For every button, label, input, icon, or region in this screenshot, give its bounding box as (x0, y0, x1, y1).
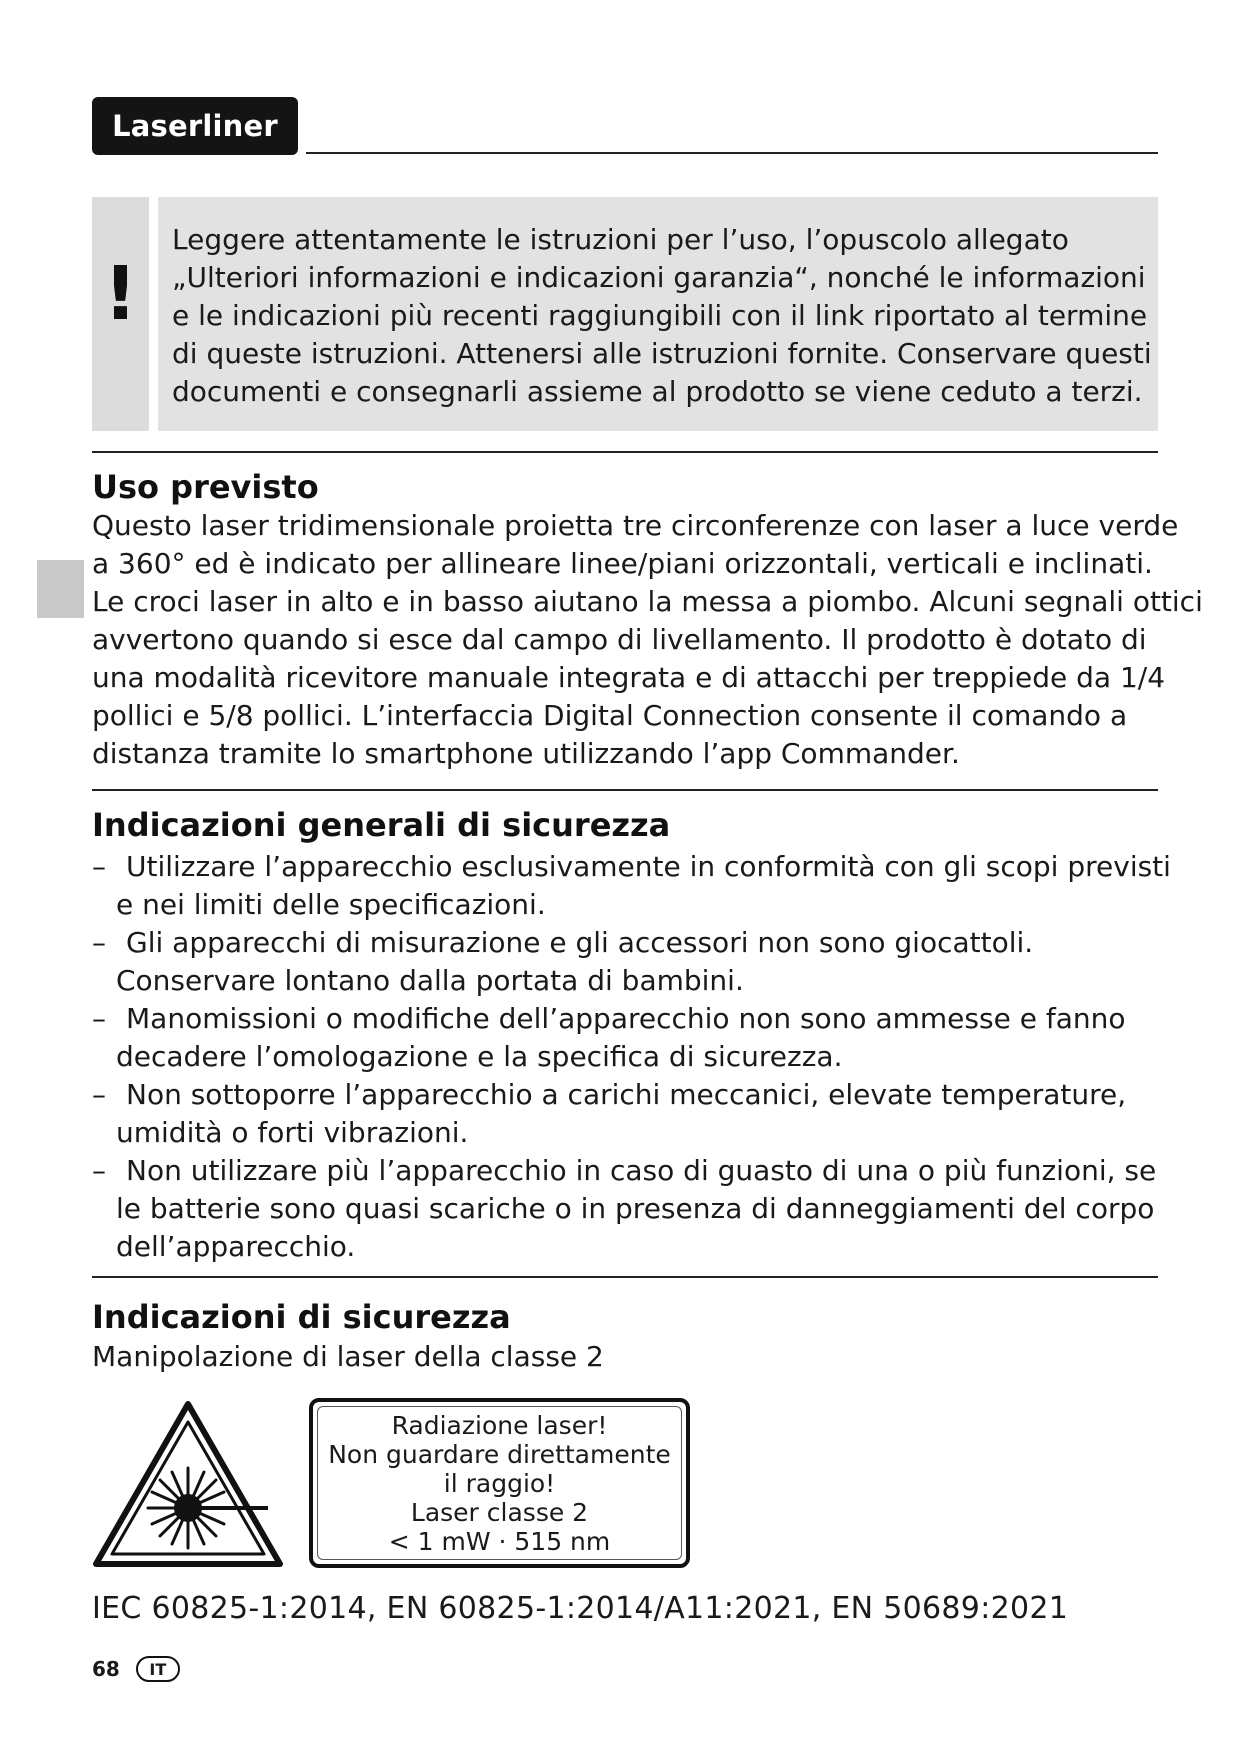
list-item (92, 924, 1192, 1000)
page-number: 68 (92, 1657, 120, 1681)
label-line: < 1 mW · 515 nm (388, 1526, 611, 1556)
header-rule (306, 152, 1158, 154)
section-title-safety: Indicazioni di sicurezza (92, 1298, 511, 1336)
notice-box (92, 197, 1158, 431)
list-item (92, 848, 1192, 924)
list-item-text: Conservare lontano dalla portata di bambini. (116, 964, 744, 997)
label-line: il raggio! (443, 1468, 556, 1498)
notice-icon-panel (92, 197, 149, 431)
section-divider (92, 789, 1158, 791)
notice-line: Leggere attentamente le istruzioni per l’uso, l’opuscolo allegato (172, 223, 1069, 256)
notice-line: documenti e consegnarli assieme al prodotto se viene ceduto a terzi. (172, 375, 1143, 408)
standards-text: IEC 60825-1:2014, EN 60825-1:2014/A11:2021, EN 50689:2021 (92, 1591, 1069, 1626)
bullet-dash: – (92, 1002, 106, 1035)
list-item-text: e nei limiti delle specificazioni. (116, 888, 546, 921)
list-item (92, 1000, 1192, 1076)
bullet-dash: – (92, 926, 106, 959)
list-item-text: decadere l’omologazione e la specifica di sicurezza. (116, 1040, 843, 1073)
notice-line: di queste istruzioni. Attenersi alle istruzioni fornite. Conservare questi (172, 337, 1152, 370)
laser-warning-icon (92, 1398, 284, 1570)
section-title-general-safety: Indicazioni generali di sicurezza (92, 806, 671, 844)
list-item-text: Manomissioni o modifiche dell’apparecchio non sono ammesse e fanno (126, 1002, 1126, 1035)
list-item-text: Non sottoporre l’apparecchio a carichi meccanici, elevate temperature, (126, 1078, 1127, 1111)
list-item-text: Non utilizzare più l’apparecchio in caso di guasto di una o più funzioni, se (126, 1154, 1157, 1187)
section-divider (92, 1276, 1158, 1278)
notice-text (158, 197, 1158, 431)
intended-use-paragraph (92, 507, 1203, 773)
label-line: Laser classe 2 (410, 1497, 589, 1527)
section-divider (92, 451, 1158, 453)
label-line: Non guardare direttamente (328, 1439, 671, 1469)
paragraph-line: Questo laser tridimensionale proietta tre circonferenze con laser a luce verde (92, 509, 1179, 542)
label-line: Radiazione laser! (391, 1410, 608, 1440)
exclamation-icon: ! (103, 251, 138, 337)
paragraph-line: Le croci laser in alto e in basso aiutano la messa a piombo. Alcuni segnali ottici (92, 585, 1203, 618)
page-footer (92, 1652, 180, 1686)
list-item (92, 1076, 1192, 1152)
bullet-dash: – (92, 1078, 106, 1111)
list-item-text: dell’apparecchio. (116, 1230, 356, 1263)
paragraph-line: distanza tramite lo smartphone utilizzando l’app Commander. (92, 737, 960, 770)
paragraph-line: pollici e 5/8 pollici. L’interfaccia Digital Connection consente il comando a (92, 699, 1128, 732)
list-item-text: le batterie sono quasi scariche o in presenza di danneggiamenti del corpo (116, 1192, 1155, 1225)
section-title-intended-use: Uso previsto (92, 468, 319, 506)
section-margin-marker (37, 560, 84, 618)
list-item-text: umidità o forti vibrazioni. (116, 1116, 469, 1149)
paragraph-line: una modalità ricevitore manuale integrata e di attacchi per treppiede da 1/4 (92, 661, 1166, 694)
general-safety-list (92, 848, 1192, 1266)
bullet-dash: – (92, 850, 106, 883)
list-item-text: Utilizzare l’apparecchio esclusivamente in conformità con gli scopi previsti (126, 850, 1171, 883)
list-item (92, 1152, 1192, 1266)
paragraph-line: avvertono quando si esce dal campo di livellamento. Il prodotto è dotato di (92, 623, 1147, 656)
safety-subtitle: Manipolazione di laser della classe 2 (92, 1340, 604, 1373)
laser-class-label (309, 1398, 690, 1568)
language-badge: IT (136, 1656, 180, 1682)
list-item-text: Gli apparecchi di misurazione e gli accessori non sono giocattoli. (126, 926, 1034, 959)
bullet-dash: – (92, 1154, 106, 1187)
notice-line: e le indicazioni più recenti raggiungibili con il link riportato al termine (172, 299, 1148, 332)
paragraph-line: a 360° ed è indicato per allineare linee/piani orizzontali, verticali e inclinati. (92, 547, 1153, 580)
brand-logo: Laserliner (92, 97, 298, 155)
notice-line: „Ulteriori informazioni e indicazioni garanzia“, nonché le informazioni (172, 261, 1146, 294)
